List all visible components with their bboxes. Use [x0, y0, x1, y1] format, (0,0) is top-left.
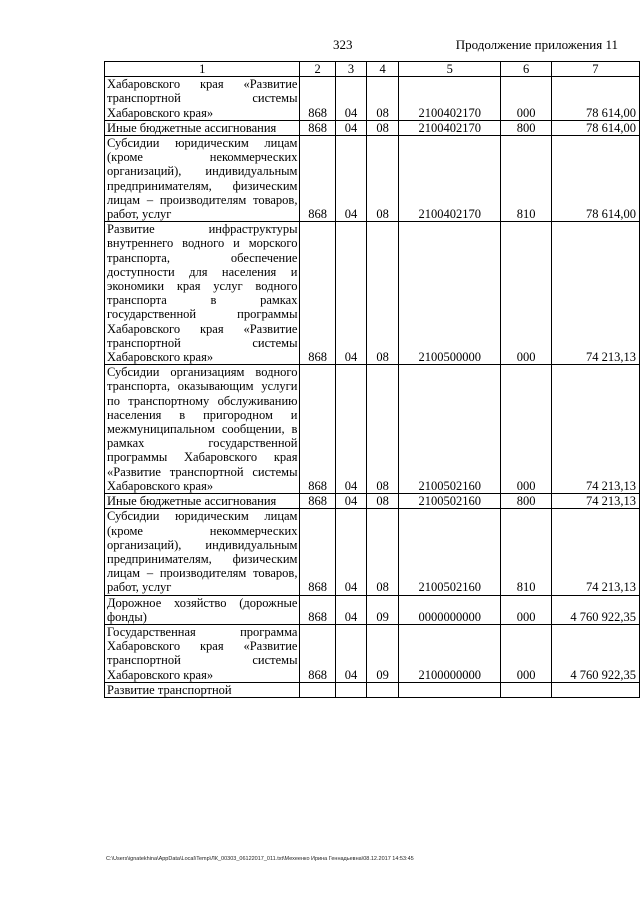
- cell-target-article: 2100402170: [399, 136, 501, 222]
- column-header-6: 6: [501, 62, 552, 77]
- cell-amount: 74 213,13: [551, 509, 639, 595]
- cell-amount: 78 614,00: [551, 77, 639, 121]
- column-header-4: 4: [367, 62, 399, 77]
- table-row: [105, 494, 640, 509]
- cell-target-article: 2100500000: [399, 222, 501, 365]
- table-row: [105, 365, 640, 494]
- cell-expense-type: 810: [501, 509, 552, 595]
- table-row: [105, 595, 640, 624]
- cell-target-article: 2100502160: [399, 509, 501, 595]
- cell-expense-type: 000: [501, 595, 552, 624]
- cell-ministry: 868: [300, 120, 335, 135]
- row-name: Субсидии организациям водного транспорта, оказывающим услуги по транспортному обслуживанию населения в пригородном и межмуниципальном сообщении, в рамках государственной программы Хабаровского края «Развитие транспортной системы Хабаровского края»: [105, 365, 300, 494]
- cell-amount: 4 760 922,35: [551, 595, 639, 624]
- cell-expense-type: 000: [501, 77, 552, 121]
- cell-expense-type: 000: [501, 365, 552, 494]
- cell-ministry: 868: [300, 136, 335, 222]
- cell-section: 04: [335, 595, 366, 624]
- cell-subsection: 08: [367, 365, 399, 494]
- table-row: [105, 136, 640, 222]
- cell-section: [335, 682, 366, 697]
- column-header-5: 5: [399, 62, 501, 77]
- table-row: [105, 682, 640, 697]
- cell-section: 04: [335, 136, 366, 222]
- cell-amount: 74 213,13: [551, 222, 639, 365]
- table-row: [105, 120, 640, 135]
- cell-ministry: 868: [300, 595, 335, 624]
- page-number: 323: [333, 37, 353, 52]
- cell-target-article: 2100502160: [399, 365, 501, 494]
- cell-expense-type: 000: [501, 624, 552, 682]
- row-name: Иные бюджетные ассигнования: [105, 120, 300, 135]
- table-row: [105, 77, 640, 121]
- cell-ministry: 868: [300, 624, 335, 682]
- cell-subsection: 08: [367, 509, 399, 595]
- cell-subsection: [367, 682, 399, 697]
- row-name: Хабаровского края «Развитие транспортной системы Хабаровского края»: [105, 77, 300, 121]
- cell-section: 04: [335, 624, 366, 682]
- row-name: Развитие инфраструктуры внутреннего водного и морского транспорта, обеспечение доступности для населения и экономики края услуг водного транспорта в рамках государственной программы Хабаровского края «Развитие транспортной системы Хабаровского края»: [105, 222, 300, 365]
- cell-subsection: 08: [367, 77, 399, 121]
- cell-section: 04: [335, 120, 366, 135]
- cell-section: 04: [335, 365, 366, 494]
- file-path-footer: C:\Users\ignatekhina\AppData\Local\Temp\ЛК_00303_06122017_011.txt\Мехеенко Ирина Геннадьевна\08.12.2017 14:53:45: [106, 856, 414, 862]
- cell-ministry: [300, 682, 335, 697]
- cell-amount: 74 213,13: [551, 365, 639, 494]
- cell-target-article: 0000000000: [399, 595, 501, 624]
- cell-expense-type: 800: [501, 120, 552, 135]
- cell-expense-type: [501, 682, 552, 697]
- cell-subsection: 08: [367, 136, 399, 222]
- cell-expense-type: 810: [501, 136, 552, 222]
- cell-section: 04: [335, 222, 366, 365]
- annex-caption: Продолжение приложения 11: [455, 37, 618, 52]
- row-name: Субсидии юридическим лицам (кроме некоммерческих организаций), индивидуальным предпринимателям, физическим лицам – производителям товаров, работ, услуг: [105, 136, 300, 222]
- cell-target-article: 2100402170: [399, 120, 501, 135]
- table-row: [105, 624, 640, 682]
- cell-target-article: 2100402170: [399, 77, 501, 121]
- cell-expense-type: 000: [501, 222, 552, 365]
- cell-subsection: 08: [367, 222, 399, 365]
- cell-amount: 78 614,00: [551, 136, 639, 222]
- row-name: Дорожное хозяйство (дорожные фонды): [105, 595, 300, 624]
- cell-section: 04: [335, 494, 366, 509]
- cell-target-article: 2100502160: [399, 494, 501, 509]
- cell-section: 04: [335, 77, 366, 121]
- cell-ministry: 868: [300, 365, 335, 494]
- cell-target-article: 2100000000: [399, 624, 501, 682]
- cell-ministry: 868: [300, 509, 335, 595]
- row-name: Субсидии юридическим лицам (кроме некоммерческих организаций), индивидуальным предпринимателям, физическим лицам – производителям товаров, работ, услуг: [105, 509, 300, 595]
- column-header-7: 7: [551, 62, 639, 77]
- cell-section: 04: [335, 509, 366, 595]
- cell-subsection: 09: [367, 595, 399, 624]
- cell-amount: [551, 682, 639, 697]
- table-row: [105, 222, 640, 365]
- budget-table: [104, 61, 640, 698]
- cell-target-article: [399, 682, 501, 697]
- cell-amount: 78 614,00: [551, 120, 639, 135]
- cell-ministry: 868: [300, 494, 335, 509]
- row-name: Иные бюджетные ассигнования: [105, 494, 300, 509]
- row-name: Государственная программа Хабаровского края «Развитие транспортной системы Хабаровского края»: [105, 624, 300, 682]
- column-header-1: 1: [105, 62, 300, 77]
- table-row: [105, 509, 640, 595]
- cell-expense-type: 800: [501, 494, 552, 509]
- cell-ministry: 868: [300, 77, 335, 121]
- cell-subsection: 08: [367, 120, 399, 135]
- cell-amount: 74 213,13: [551, 494, 639, 509]
- cell-subsection: 08: [367, 494, 399, 509]
- column-header-3: 3: [335, 62, 366, 77]
- header-row: [105, 62, 640, 77]
- row-name: Развитие транспортной: [105, 682, 300, 697]
- column-header-2: 2: [300, 62, 335, 77]
- cell-ministry: 868: [300, 222, 335, 365]
- cell-amount: 4 760 922,35: [551, 624, 639, 682]
- cell-subsection: 09: [367, 624, 399, 682]
